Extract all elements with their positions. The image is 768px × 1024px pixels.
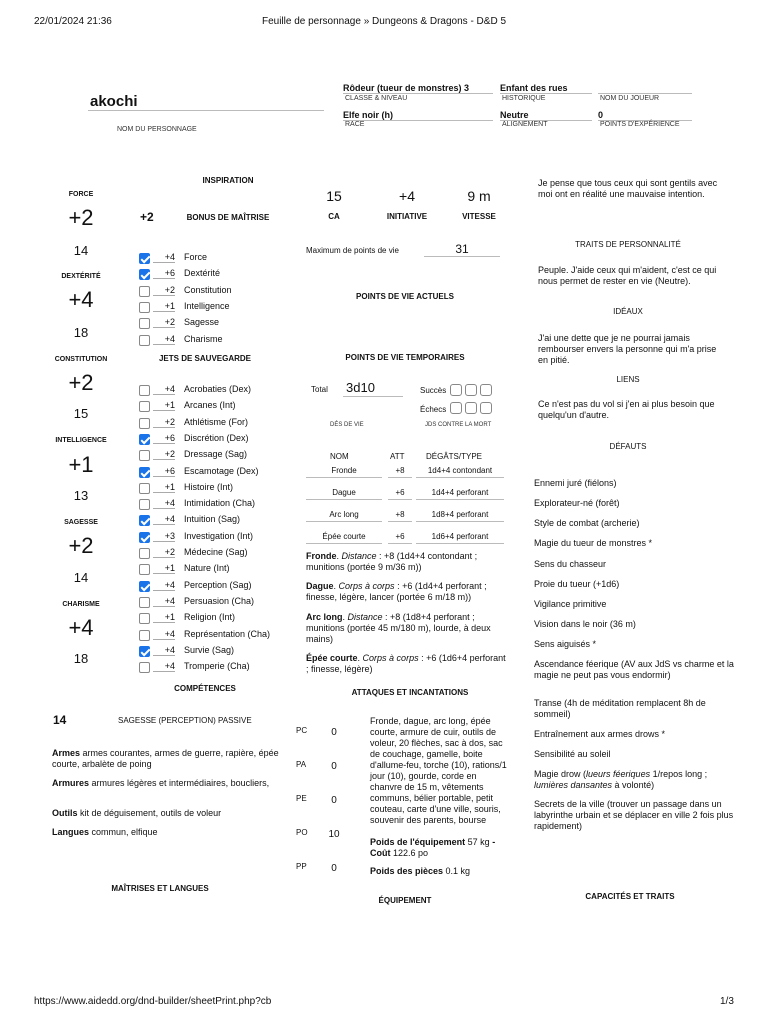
saving-throw-proficiency-checkbox[interactable]: [139, 286, 150, 297]
prof-weapons-value: armes courantes, armes de guerre, rapière, épée courte, arbalète de poing: [52, 748, 279, 769]
saving-throw-bonus: +1: [153, 301, 175, 312]
skill-bonus: +1: [153, 563, 175, 574]
attack-col-damage: DÉGÂTS/TYPE: [426, 452, 483, 461]
attack-detail: Dague. Corps à corps : +6 (1d4+4 perforant ; finesse, légère, lancer (portée 6 m/18 m)): [306, 581, 487, 602]
name-underline: [88, 110, 324, 111]
print-datetime: 22/01/2024 21:36: [34, 16, 112, 27]
ability-name: INTELLIGENCE: [55, 437, 107, 444]
skill-bonus: +1: [153, 400, 175, 411]
initiative-label: INITIATIVE: [386, 212, 428, 221]
background-underline: [500, 93, 592, 94]
coin-type: PC: [296, 726, 308, 735]
saving-throw-bonus: +4: [153, 252, 175, 263]
hp-max-underline: [424, 256, 500, 257]
feature-item: Transe (4h de méditation remplacent 8h de sommeil): [534, 698, 706, 719]
alignment-label: ALIGNEMENT: [502, 121, 548, 128]
attack-detail-type: Corps à corps: [338, 581, 395, 591]
skill-proficiency-checkbox[interactable]: [139, 548, 150, 559]
hit-dice-underline: [343, 396, 403, 397]
personality-traits-label: TRAITS DE PERSONNALITÉ: [575, 240, 681, 249]
feature-item: Sens aiguisés *: [534, 639, 597, 649]
skill-proficiency-checkbox[interactable]: [139, 385, 150, 396]
skill-proficiency-checkbox[interactable]: [139, 401, 150, 412]
skill-proficiency-checkbox[interactable]: [139, 434, 150, 445]
ability-name: CONSTITUTION: [54, 356, 108, 363]
feature-spell: lumières dansantes: [534, 780, 613, 790]
prof-armor-value: armures légères et intermédiaires, boucliers,: [89, 778, 270, 788]
prof-weapons: [52, 748, 284, 770]
attack-detail-name: Fronde: [306, 551, 337, 561]
hit-dice-total-label: Total: [311, 385, 328, 394]
equipment-weight-value: 57 kg: [465, 837, 490, 847]
equipment-cost-key: - Coût: [370, 837, 496, 858]
coin-amount: 10: [328, 829, 340, 840]
ability-score: 18: [73, 325, 89, 340]
feature-item: Secrets de la ville (trouver un passage dans un labyrinthe urbain et se déplacer en ville 2 fois plus rapidement): [534, 799, 734, 831]
attack-detail-type: Distance: [347, 612, 383, 622]
personality-traits: Je pense que tous ceux qui sont gentils avec moi ont en réalité une mauvaise intention.: [538, 178, 718, 199]
skill-bonus: +4: [153, 514, 175, 525]
attack-bonus: +8: [388, 466, 412, 478]
attack-col-name: NOM: [330, 452, 349, 461]
attack-detail: Arc long. Distance : +8 (1d8+4 perforant ; munitions (portée 45 m/180 m), lourde, à deux mains): [306, 612, 491, 644]
hit-dice-label: DÉS DE VIE: [330, 422, 364, 428]
saving-throw-proficiency-checkbox[interactable]: [139, 253, 150, 264]
coins-weight-value: 0.1 kg: [443, 866, 471, 876]
race-underline: [343, 120, 493, 121]
prof-languages-key: Langues: [52, 827, 90, 837]
feature-item: [534, 769, 734, 791]
hit-dice-value: 3d10: [346, 380, 375, 395]
prof-languages-value: commun, elfique: [89, 827, 158, 837]
current-hp-label: POINTS DE VIE ACTUELS: [356, 292, 454, 301]
death-save-failure-label: Échecs: [420, 405, 447, 414]
attack-bonus: +6: [388, 488, 412, 500]
attack-bonus: +6: [388, 532, 412, 544]
death-failure-box[interactable]: [450, 402, 462, 414]
saving-throw-name: Force: [184, 252, 208, 262]
ability-score: 13: [73, 488, 89, 503]
attack-name: Arc long: [306, 510, 382, 522]
feature-item: Vision dans le noir (36 m): [534, 619, 636, 629]
armor-class-label: CA: [328, 212, 340, 221]
speed-value: 9 m: [467, 188, 491, 204]
attack-detail-name: Dague: [306, 581, 334, 591]
skill-bonus: +4: [153, 384, 175, 395]
bonds: J'ai une dette que je ne pourrai jamais rembourser envers la personne qui m'a prise en pitié.: [538, 333, 717, 365]
prof-weapons-key: Armes: [52, 748, 81, 758]
feature-item: Magie du tueur de monstres *: [534, 538, 653, 548]
prof-tools-value: kit de déguisement, outils de voleur: [77, 808, 222, 818]
saving-throw-proficiency-checkbox[interactable]: [139, 269, 150, 280]
coin-amount: 0: [331, 863, 337, 874]
attack-detail-type: Distance: [341, 551, 377, 561]
ability-modifier: +4: [68, 615, 94, 640]
attack-damage: 1d4+4 contondant: [416, 466, 504, 478]
feature-item: Proie du tueur (+1d6): [534, 579, 620, 589]
saving-throw-bonus: +2: [153, 285, 175, 296]
attack-col-bonus: ATT: [390, 452, 405, 461]
skill-name: Médecine (Sag): [184, 547, 248, 557]
attack-detail-text: : +8 (1d4+4 contondant ; munitions (portée 9 m/36 m)): [306, 551, 478, 572]
attack-damage: 1d6+4 perforant: [416, 532, 504, 544]
feature-item: Sens du chasseur: [534, 559, 607, 569]
death-failure-box[interactable]: [480, 402, 492, 414]
initiative-value: +4: [399, 188, 415, 204]
proficiency-bonus: +2: [140, 210, 154, 224]
skill-name: Dressage (Sag): [184, 449, 248, 460]
inspiration-label: INSPIRATION: [202, 176, 254, 185]
equipment-weight: [370, 837, 510, 859]
attack-detail-text: : +6 (1d6+4 perforant ; finesse, légère): [306, 653, 506, 674]
class-level: Rôdeur (tueur de monstres) 3: [343, 83, 470, 93]
xp-label: POINTS D'EXPÉRIENCE: [600, 121, 680, 128]
coin-amount: 0: [331, 795, 337, 806]
saving-throw-proficiency-checkbox[interactable]: [139, 302, 150, 313]
skill-name: Investigation (Int): [184, 530, 254, 541]
attack-damage: 1d4+4 perforant: [416, 488, 504, 500]
attack-detail: Épée courte. Corps à corps : +6 (1d6+4 perforant ; finesse, légère): [306, 653, 506, 674]
skill-bonus: +2: [153, 417, 175, 428]
saving-throw-name: Dextérité: [184, 268, 221, 279]
saving-throws-label: JETS DE SAUVEGARDE: [158, 354, 252, 363]
coin-type: PP: [296, 862, 307, 871]
coin-type: PE: [296, 794, 307, 803]
xp-value: 0: [598, 110, 604, 120]
skill-name: Discrétion (Dex): [184, 432, 249, 443]
skill-bonus: +4: [153, 645, 175, 656]
prof-armor-key: Armures: [52, 778, 90, 788]
skill-bonus: +3: [153, 531, 175, 542]
skill-name: Nature (Int): [184, 563, 230, 574]
skill-bonus: +4: [153, 498, 175, 509]
skill-name: Persuasion (Cha): [184, 595, 255, 606]
race-value: Elfe noir (h): [343, 110, 393, 120]
flaws-label: DÉFAUTS: [609, 442, 647, 451]
skill-name: Représentation (Cha): [184, 628, 271, 639]
death-saves-label: JDS CONTRE LA MORT: [425, 422, 492, 428]
feature-text: à volonté): [612, 780, 655, 790]
player-label: NOM DU JOUEUR: [600, 95, 660, 102]
proficiency-label: BONUS DE MAÎTRISE: [186, 213, 270, 222]
skill-proficiency-checkbox[interactable]: [139, 532, 150, 543]
skill-bonus: +2: [153, 547, 175, 558]
skill-bonus: +1: [153, 612, 175, 623]
saving-throw-name: Intelligence: [184, 300, 230, 311]
skill-proficiency-checkbox[interactable]: [139, 467, 150, 478]
feature-item: Ennemi juré (fiélons): [534, 478, 617, 488]
armor-class-value: 15: [326, 188, 342, 204]
ability-name: CHARISME: [62, 601, 100, 608]
coin-type: PA: [296, 760, 307, 769]
skill-bonus: +6: [153, 433, 175, 444]
equipment-cost-value: 122.6 po: [390, 848, 429, 858]
attack-detail-name: Arc long: [306, 612, 343, 622]
character-name-label: NOM DU PERSONNAGE: [117, 126, 197, 133]
attack-damage: 1d8+4 perforant: [416, 510, 504, 522]
passive-perception-label: SAGESSE (PERCEPTION) PASSIVE: [118, 716, 252, 725]
equipment-label: ÉQUIPEMENT: [378, 896, 432, 905]
ability-name: FORCE: [68, 191, 94, 198]
equipment-list: Fronde, dague, arc long, épée courte, armure de cuir, outils de voleur, 20 flèches, sac à dos, sac de couchage, gamelle, boite d'allume-feu, torche (10), rations/1 jour (10), gourde, corde en chanvre de 15 m, vêtements communs, bélier portable, petit couteau, carte d'une ville, souris, souvenir des parents, bourse: [370, 716, 507, 825]
hp-max-value: 31: [455, 242, 469, 256]
proficiencies-label: MAÎTRISES ET LANGUES: [111, 884, 209, 893]
saving-throw-name: Constitution: [184, 284, 232, 295]
print-page-number: 1/3: [720, 996, 734, 1007]
skill-bonus: +4: [153, 580, 175, 591]
race-label: RACE: [345, 121, 365, 128]
skill-proficiency-checkbox[interactable]: [139, 564, 150, 575]
death-success-box[interactable]: [465, 384, 477, 396]
ability-modifier: +4: [68, 287, 94, 312]
death-success-box[interactable]: [480, 384, 492, 396]
coin-type: PO: [296, 828, 308, 837]
print-url[interactable]: https://www.aidedd.org/dnd-builder/sheetPrint.php?cb: [34, 996, 272, 1007]
ability-score: 14: [73, 570, 89, 585]
class-level-label: CLASSE & NIVEAU: [345, 95, 408, 102]
attack-detail-type: Corps à corps: [362, 653, 419, 663]
skill-name: Athlétisme (For): [184, 416, 249, 427]
saving-throw-proficiency-checkbox[interactable]: [139, 335, 150, 346]
background-value: Enfant des rues: [500, 83, 568, 93]
coins-weight: [370, 866, 510, 877]
skill-name: Intuition (Sag): [184, 514, 241, 525]
features-label: CAPACITÉS ET TRAITS: [585, 892, 675, 901]
feature-item: Ascendance féerique (AV aux JdS vs charme et la magie ne peut pas vous endormir): [534, 659, 734, 680]
skill-name: Arcanes (Int): [184, 400, 236, 411]
attack-name: Fronde: [306, 466, 382, 478]
skill-proficiency-checkbox[interactable]: [139, 630, 150, 641]
class-underline: [343, 93, 493, 94]
passive-perception-value: 14: [53, 713, 67, 727]
saving-throw-bonus: +6: [153, 268, 175, 279]
feature-item: Entraînement aux armes drows *: [534, 729, 666, 739]
ability-score: 15: [73, 406, 89, 421]
death-failure-box[interactable]: [465, 402, 477, 414]
feature-text: Magie drow (: [534, 769, 587, 779]
bonds-label: LIENS: [616, 375, 640, 384]
death-success-box[interactable]: [450, 384, 462, 396]
skill-name: Perception (Sag): [184, 579, 252, 590]
coins-weight-key: Poids des pièces: [370, 866, 444, 876]
feature-item: Style de combat (archerie): [534, 518, 640, 528]
attack-name: Épée courte: [306, 532, 382, 544]
temp-hp-label: POINTS DE VIE TEMPORAIRES: [345, 353, 465, 362]
attack-detail-text: : +8 (1d8+4 perforant ; munitions (portée 45 m/180 m), lourde, à deux mains): [306, 612, 491, 644]
skill-name: Survie (Sag): [184, 644, 235, 655]
ability-modifier: +2: [68, 370, 94, 395]
skill-proficiency-checkbox[interactable]: [139, 418, 150, 429]
background-label: HISTORIQUE: [502, 95, 546, 102]
speed-label: VITESSE: [462, 212, 496, 221]
skill-name: Escamotage (Dex): [184, 465, 259, 476]
skill-proficiency-checkbox[interactable]: [139, 581, 150, 592]
saving-throw-bonus: +4: [153, 334, 175, 345]
skill-bonus: +4: [153, 629, 175, 640]
attack-name: Dague: [306, 488, 382, 500]
feature-item: Sensibilité au soleil: [534, 749, 611, 759]
attack-detail-text: : +6 (1d4+4 perforant ; finesse, légère, lancer (portée 6 m/18 m)): [306, 581, 487, 602]
coin-amount: 0: [331, 761, 337, 772]
attack-detail-name: Épée courte: [306, 653, 358, 663]
skill-bonus: +4: [153, 661, 175, 672]
ability-modifier: +2: [68, 533, 94, 558]
ability-score: 18: [73, 651, 89, 666]
ability-modifier: +2: [68, 205, 94, 230]
ability-modifier: +1: [68, 452, 94, 477]
skill-proficiency-checkbox[interactable]: [139, 499, 150, 510]
attack-detail: Fronde. Distance : +8 (1d4+4 contondant ; munitions (portée 9 m/36 m)): [306, 551, 478, 572]
ability-score: 14: [73, 243, 89, 258]
character-name: akochi: [90, 93, 138, 110]
skill-name: Acrobaties (Dex): [184, 384, 252, 394]
feature-item: Vigilance primitive: [534, 599, 607, 609]
skill-proficiency-checkbox[interactable]: [139, 597, 150, 608]
prof-armor: [52, 778, 284, 789]
attacks-label: ATTAQUES ET INCANTATIONS: [351, 688, 469, 697]
skill-proficiency-checkbox[interactable]: [139, 450, 150, 461]
skill-name: Intimidation (Cha): [184, 498, 256, 509]
equipment-weight-key: Poids de l'équipement: [370, 837, 466, 847]
saving-throw-name: Charisme: [184, 333, 223, 344]
saving-throw-name: Sagesse: [184, 317, 220, 328]
feature-spell: lueurs féeriques: [586, 769, 651, 779]
skill-proficiency-checkbox[interactable]: [139, 483, 150, 494]
skill-name: Religion (Int): [184, 612, 236, 623]
ability-name: SAGESSE: [64, 519, 98, 526]
feature-text: 1/repos long ;: [650, 769, 708, 779]
skill-bonus: +1: [153, 482, 175, 493]
ability-name: DEXTÉRITÉ: [61, 273, 101, 280]
print-title: Feuille de personnage » Dungeons & Dragons - D&D 5: [261, 16, 507, 27]
coin-amount: 0: [331, 727, 337, 738]
attack-bonus: +8: [388, 510, 412, 522]
hp-max-label: Maximum de points de vie: [306, 246, 399, 255]
saving-throw-proficiency-checkbox[interactable]: [139, 318, 150, 329]
skill-bonus: +6: [153, 466, 175, 477]
prof-tools-key: Outils: [52, 808, 78, 818]
ideals-label: IDÉAUX: [613, 307, 643, 316]
prof-languages: [52, 827, 284, 838]
skill-bonus: +4: [153, 596, 175, 607]
skill-proficiency-checkbox[interactable]: [139, 613, 150, 624]
feature-item: Explorateur-né (forêt): [534, 498, 620, 508]
skill-name: Tromperie (Cha): [184, 661, 250, 672]
death-save-success-label: Succès: [420, 386, 447, 395]
ideals: Peuple. J'aide ceux qui m'aident, c'est ce qui nous permet de rester en vie (Neutre).: [538, 265, 717, 286]
prof-tools: [52, 808, 284, 819]
flaws: Ce n'est pas du vol si j'en ai plus besoin que quelqu'un d'autre.: [538, 399, 715, 420]
alignment-value: Neutre: [500, 110, 529, 120]
skills-label: COMPÉTENCES: [174, 684, 236, 693]
skill-proficiency-checkbox[interactable]: [139, 646, 150, 657]
skill-name: Histoire (Int): [184, 481, 234, 492]
skill-proficiency-checkbox[interactable]: [139, 515, 150, 526]
saving-throw-bonus: +2: [153, 317, 175, 328]
skill-proficiency-checkbox[interactable]: [139, 662, 150, 673]
skill-bonus: +2: [153, 449, 175, 460]
player-underline: [598, 93, 692, 94]
